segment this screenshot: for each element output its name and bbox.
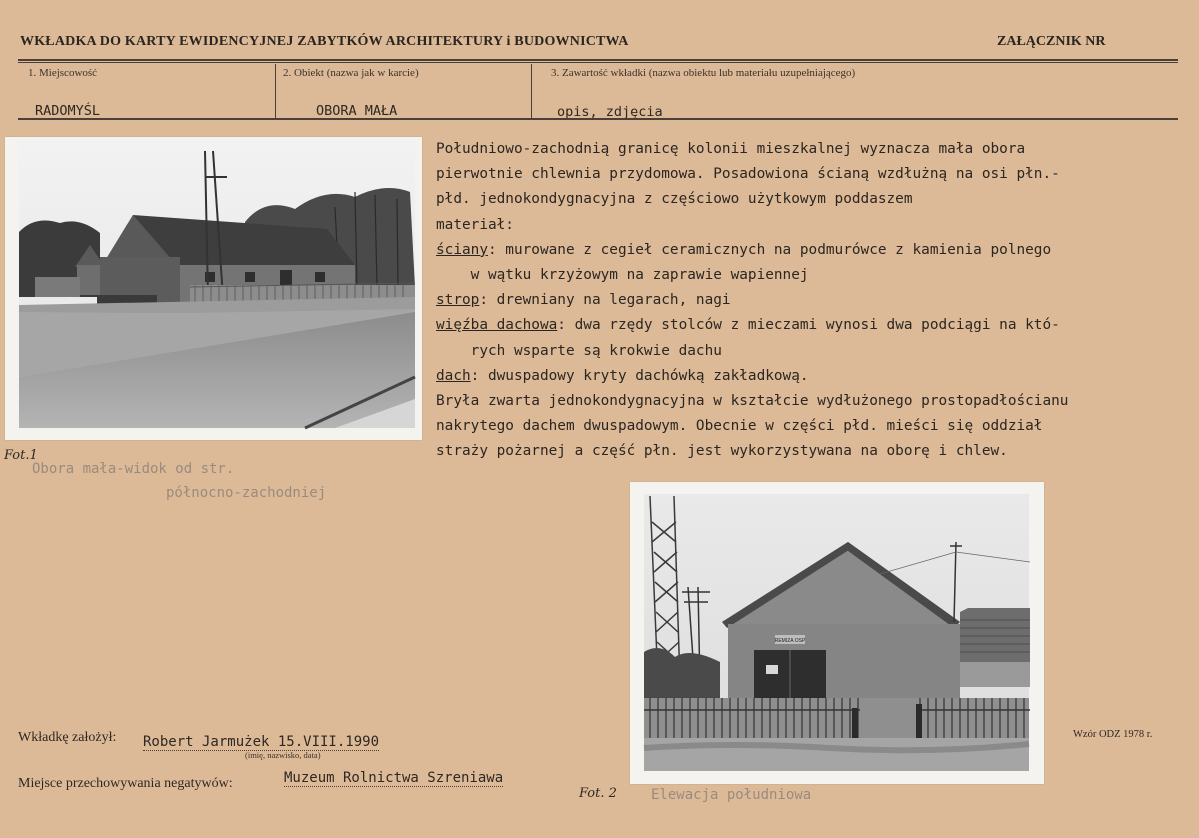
desc-line: nakrytego dachem dwuspadowym. Obecnie w części płd. mieści się oddział [436,418,1043,435]
photo-1-caption: Obora mała-widok od str. [32,461,235,477]
walls-text: : murowane z cegieł ceramicznych na podmurówce z kamienia polnego [487,241,1052,258]
object-label: 2. Obiekt (nazwa jak w karcie) [283,67,419,79]
material-heading: materiał: [436,216,514,233]
photo-fire-station-south [630,482,1044,784]
roof-term: dach [436,367,471,384]
header-rule [18,59,1178,61]
photo-2-image [630,482,1044,784]
card-title: WKŁADKA DO KARTY EWIDENCYJNEJ ZABYTKÓW ARCHITEKTURY i BUDOWNICTWA [20,34,629,49]
desc-line: pierwotnie chlewnia przydomowa. Posadowiona ścianą wzdłużną na osi płn.- [436,166,1060,183]
truss-term: więźba dachowa [436,317,558,334]
form-version: Wzór ODZ 1978 r. [1073,729,1153,740]
station-sign: REMIZA OSP [774,638,806,644]
content-label: 3. Zawartość wkładki (nazwa obiektu lub materiału uzupełniającego) [551,67,856,79]
walls-term: ściany [436,241,488,258]
desc-line: płd. jednokondygnacyjna z częściowo użytkowym poddaszem [436,191,913,208]
field-divider [531,64,532,118]
storage-label: Miejsce przechowywania negatywów: [18,776,233,791]
photo-1-image [5,137,422,440]
created-by-value: Robert Jarmużek 15.VIII.1990 [143,734,380,750]
desc-line: Południowo-zachodnią granicę kolonii mieszkalnej wyznacza mała obora [436,141,1026,157]
photo-2-caption: Elewacja południowa [651,787,812,803]
roof-text: : dwuspadowy kryty dachówką zakładkową. [470,367,809,384]
object-value: OBORA MAŁA [316,103,398,119]
place-label: 1. Miejscowość [28,67,98,79]
photo-2-mark: Fot. 2 [579,786,617,801]
created-by-hint: (imię, nazwisko, data) [245,750,321,760]
attachment-label: ZAŁĄCZNIK NR [997,34,1106,49]
ceiling-term: strop [436,292,480,309]
content-value: opis, zdjęcia [557,104,663,120]
photo-1-mark: Fot.1 [4,448,38,463]
photo-1-caption-cont: północno-zachodniej [166,485,327,501]
desc-line: straży pożarnej a część płn. jest wykorzystywana na oborę i chlew. [436,443,1008,460]
header-rule-thin [18,62,1178,63]
truss-cont: rych wsparte są krokwie dachu [470,342,722,359]
field-divider [275,64,276,118]
photo-barn-northwest [5,137,422,440]
ceiling-text: : drewniany na legarach, nagi [479,292,731,309]
walls-cont: w wątku krzyżowym na zaprawie wapiennej [470,267,809,284]
created-by-label: Wkładkę założył: [18,730,117,745]
desc-line: Bryła zwarta jednokondygnacyjna w kształcie wydłużonego prostopadłościanu [436,393,1069,410]
storage-value: Muzeum Rolnictwa Szreniawa [284,770,504,786]
field-rule [18,118,1178,120]
truss-text: : dwa rzędy stolców z mieczami wynosi dwa podciągi na któ- [557,317,1060,334]
description-block [436,137,1068,465]
place-value: RADOMYŚL [35,103,101,119]
